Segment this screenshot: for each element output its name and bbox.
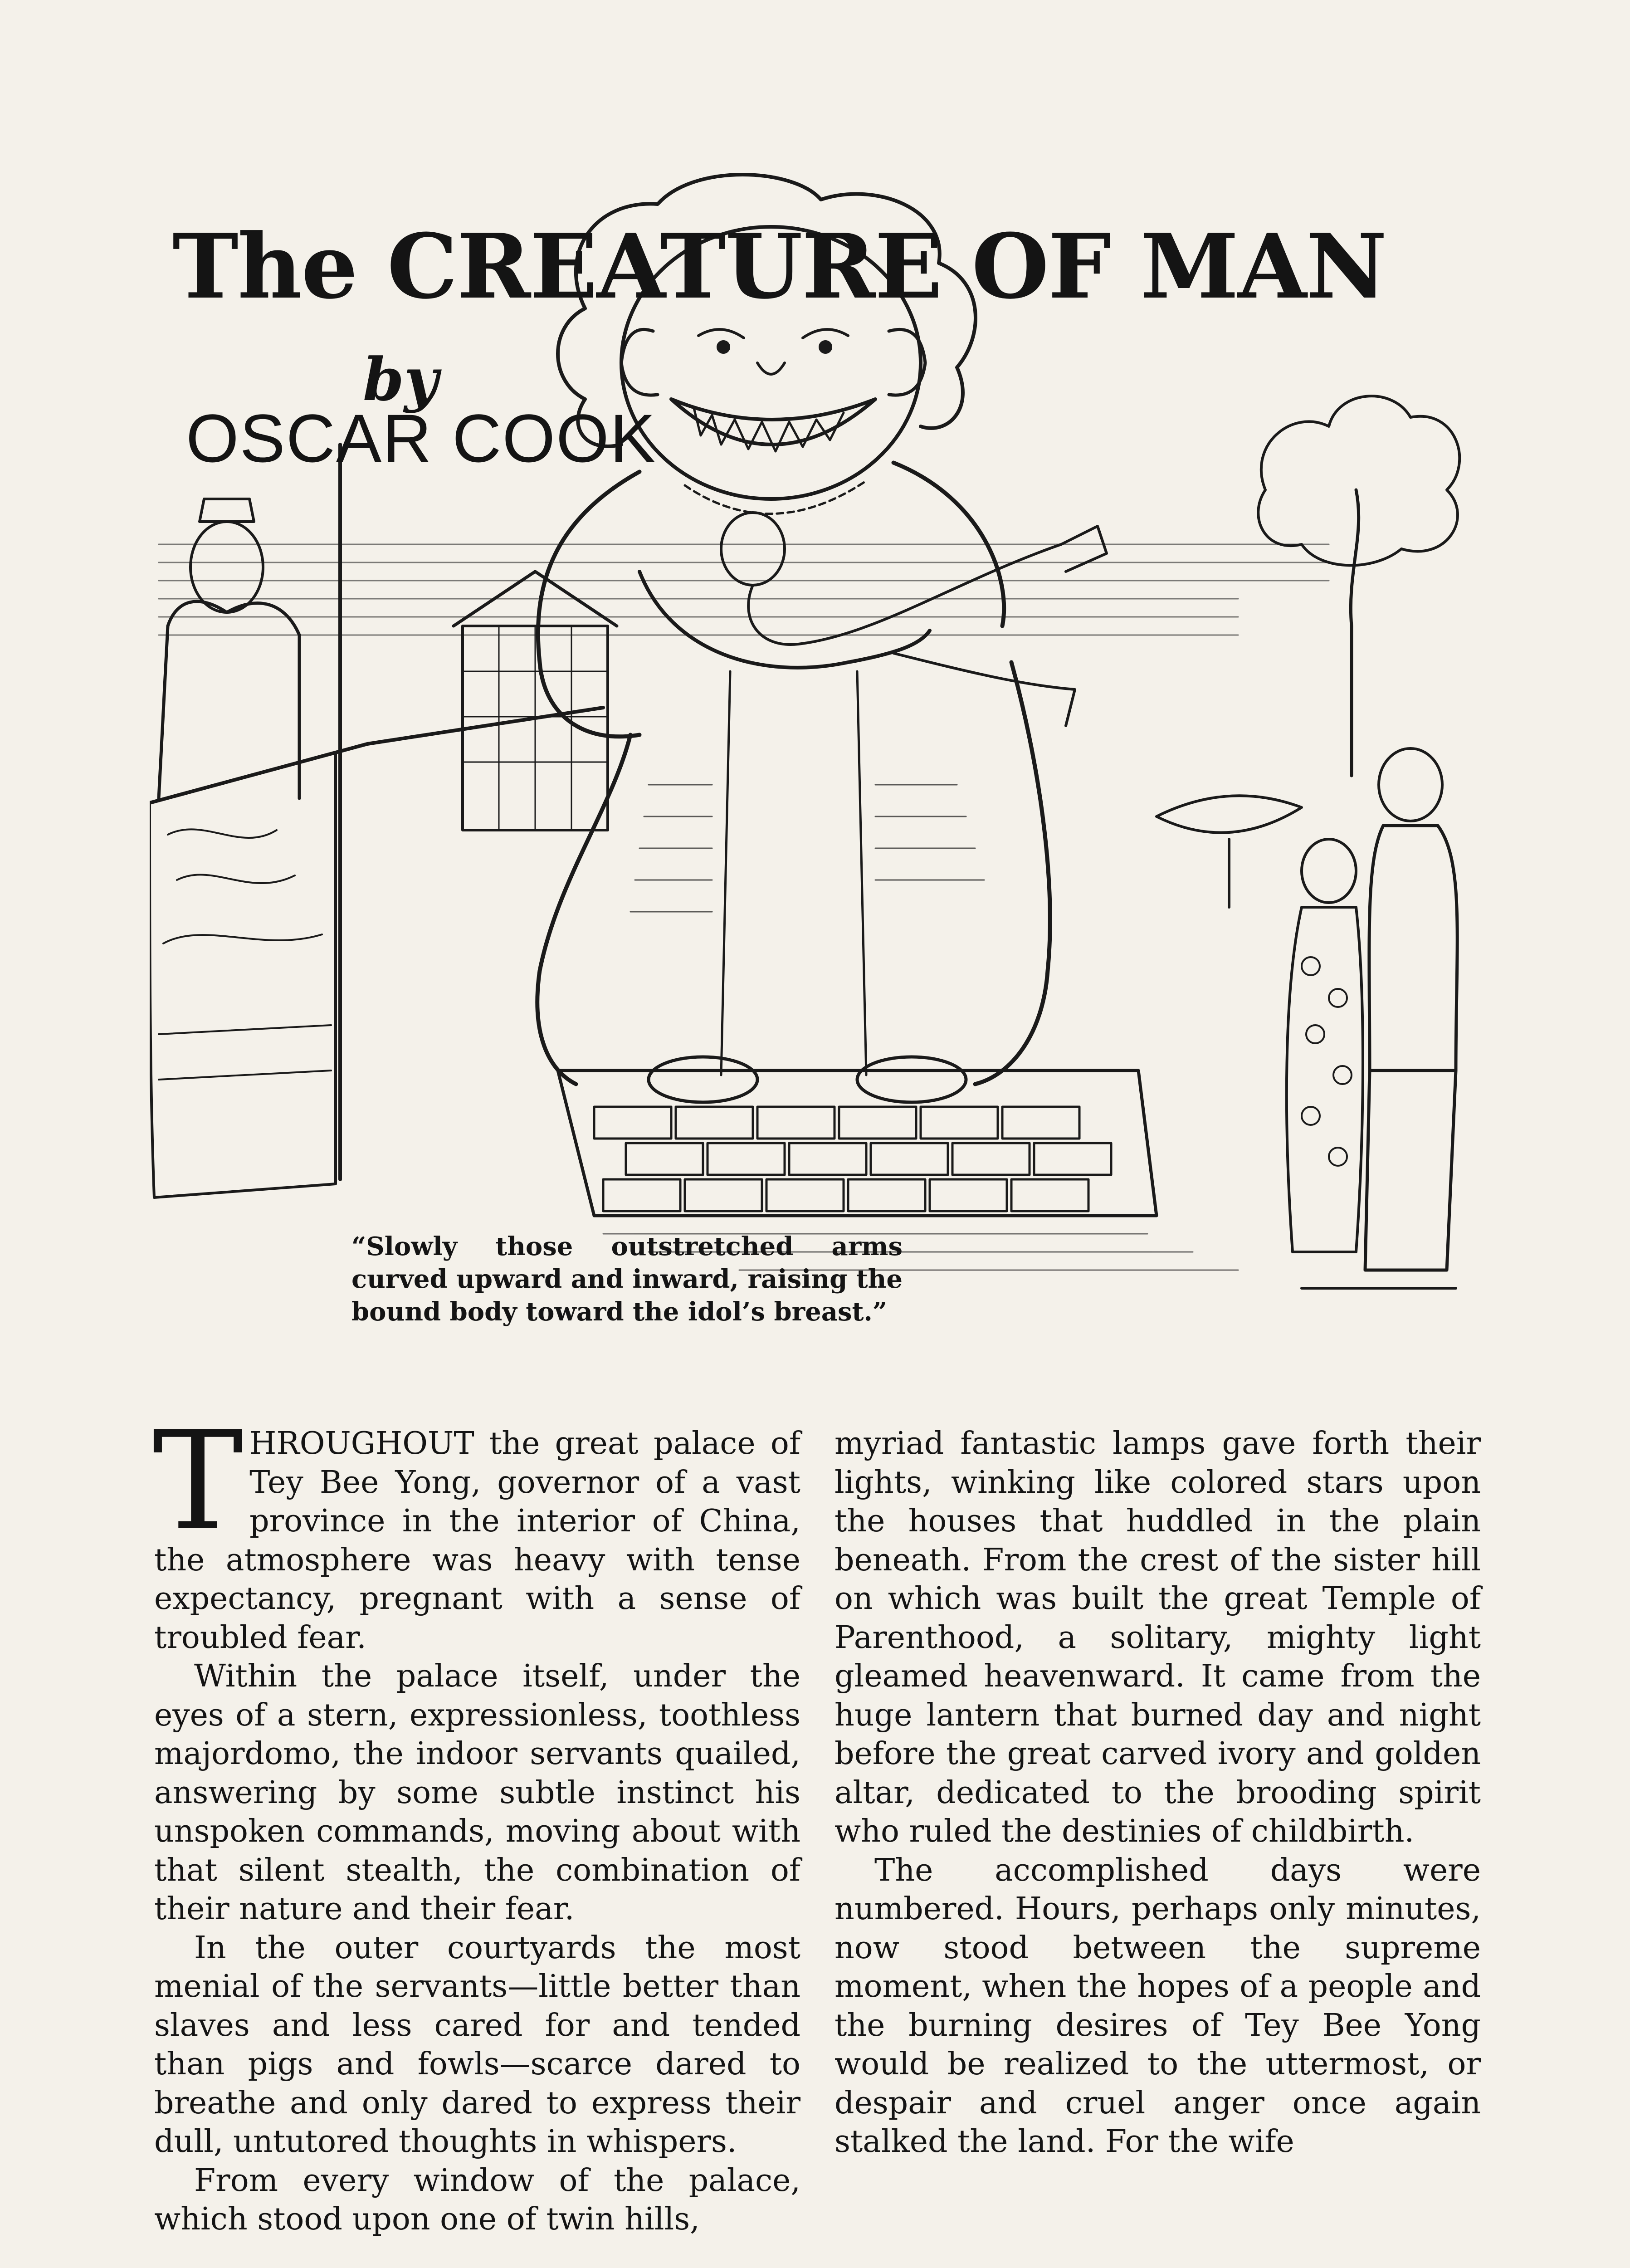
paragraph-5: The accomplished days were numbered. Hours, perhaps only minutes, now stood between the supreme moment, when the hopes of a people and the burning desires of Tey Bee Yong would be realized to the uttermost, or despair and cruel anger once again stalked the land. For the wife	[835, 1852, 1481, 2160]
byline-by: by	[363, 345, 439, 414]
paragraph-2: Within the palace itself, under the eyes of a stern, expressionless, toothless majordomo, the indoor servants quailed, answering by some subtle instinct his unspoken commands, moving about with that silent stealth, the combination of their nature and their fear.	[154, 1658, 800, 1927]
text-column-left	[152, 1402, 800, 2239]
author-name: OSCAR COOK	[186, 400, 656, 476]
paragraph-1	[152, 1402, 800, 1657]
illustration-caption: “Slowly those outstretched arms curved upward and inward, raising the bound body toward the idol’s breast.”	[351, 1232, 903, 1327]
paragraph-3: In the outer courtyards the most menial of the servants—little better than slaves and less cared for and tended than pigs and fowls—scarce dared to breathe and only dared to express their dull, untutored thoughts in whispers.	[154, 1930, 800, 2160]
idol-illustration	[150, 172, 1474, 1343]
drop-cap: T	[152, 1402, 244, 1560]
story-title: The CREATURE OF MAN	[172, 215, 1386, 319]
text-column-right	[835, 1424, 1481, 2161]
paragraph-1-text: HROUGHOUT the great palace of Tey Bee Yong, governor of a vast province in the interior of China, the atmosphere was heavy with tense expectancy, pregnant with a sense of troubled fear.	[154, 1426, 800, 1656]
paragraph-4: From every window of the palace, which stood upon one of twin hills,	[154, 2162, 800, 2237]
paragraph-4-continued: myriad fantastic lamps gave forth their lights, winking like colored stars upon the houses that huddled in the plain beneath. From the crest of the sister hill on which was built the great Temple of Parenthood, a solitary, mighty light gleamed heavenward. It came from the huge lantern that burned day and night before the great carved ivory and golden altar, dedicated to the brooding spirit who ruled the destinies of childbirth.	[835, 1426, 1481, 1849]
